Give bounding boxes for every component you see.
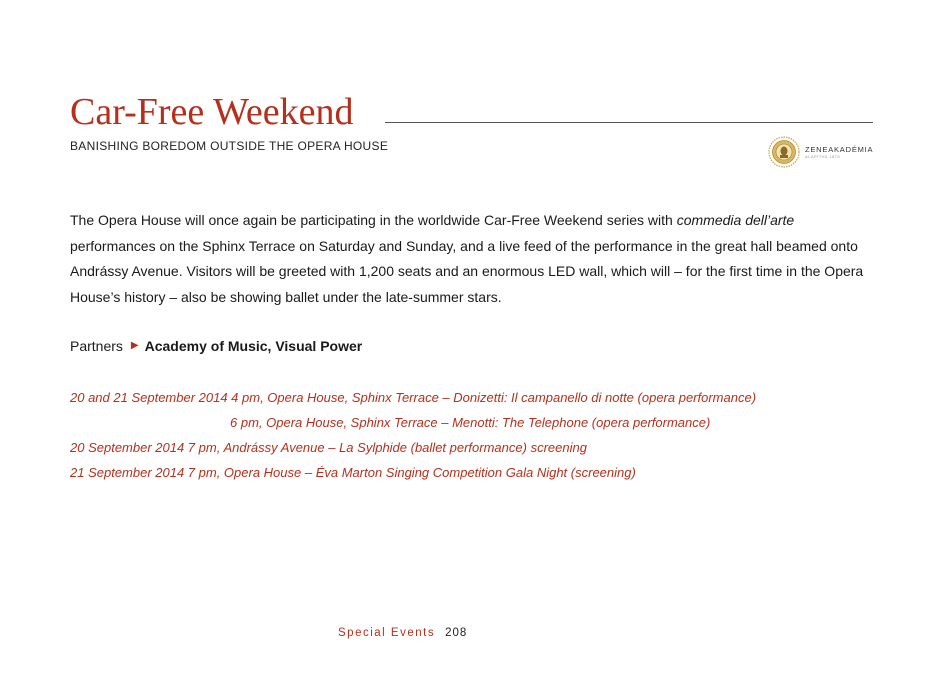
page-footer <box>338 627 467 639</box>
logo-name: ZENEAKADÉMIA <box>805 144 874 154</box>
footer-section-name: Special Events <box>338 627 436 639</box>
event-item: 21 September 2014 7 pm, Opera House – Éva Marton Singing Competition Gala Night (screening) <box>70 465 636 480</box>
intro-text-1: The Opera House will once again be participating in the worldwide Car-Free Weekend series with <box>70 212 677 228</box>
partners-line <box>70 336 362 356</box>
event-item: 20 September 2014 7 pm, Andrássy Avenue – La Sylphide (ballet performance) screening <box>70 440 587 455</box>
partners-names: Academy of Music, Visual Power <box>144 338 363 354</box>
zeneakademia-logo <box>768 136 873 168</box>
intro-text-2: performances on the Sphinx Terrace on Saturday and Sunday, and a live feed of the performance in the great hall beamed onto Andrássy Avenue. Visitors will be greeted with 1,200 seats and an enormous LED wall, which will – for the first time in the Opera House’s history – also be showing ballet under the late-summer stars. <box>70 237 864 305</box>
intro-emphasis: commedia dell’arte <box>676 212 795 228</box>
logo-tagline: ALAPÍTVA 1875 <box>805 153 841 159</box>
intro-paragraph <box>70 208 880 310</box>
play-arrow-icon: ▶ <box>130 340 139 351</box>
partners-label: Partners <box>70 338 123 354</box>
event-item: 20 and 21 September 2014 4 pm, Opera House, Sphinx Terrace – Donizetti: Il campanello di notte (opera performance) <box>70 390 757 405</box>
page-title: Car-Free Weekend <box>70 91 354 133</box>
title-rule <box>385 122 873 123</box>
event-schedule <box>70 385 756 485</box>
page-number: 208 <box>445 627 468 639</box>
page-subtitle: BANISHING BOREDOM OUTSIDE THE OPERA HOUSE <box>70 139 389 153</box>
event-item: 6 pm, Opera House, Sphinx Terrace – Menotti: The Telephone (opera performance) <box>230 415 711 430</box>
seal-icon <box>768 136 800 168</box>
